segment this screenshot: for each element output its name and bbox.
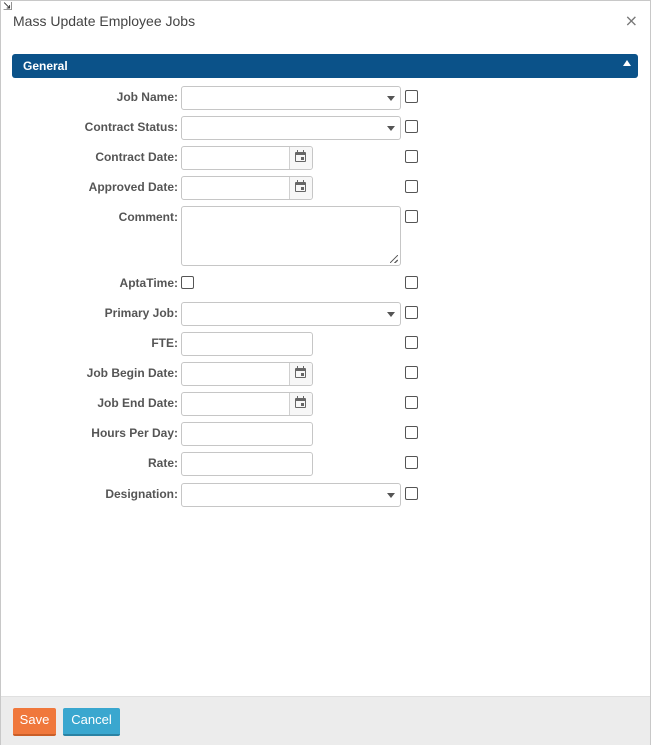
- designation-dropdown[interactable]: [181, 483, 401, 507]
- field-row-approved-date: [1, 176, 650, 200]
- calendar-button[interactable]: [289, 177, 312, 199]
- approved-date-picker[interactable]: [181, 176, 313, 200]
- comment-label: Comment:: [118, 210, 178, 224]
- primary-job-apply-checkbox[interactable]: [405, 306, 418, 319]
- approved-date-apply-checkbox[interactable]: [405, 180, 418, 193]
- dropdown-arrow-icon[interactable]: [387, 96, 395, 101]
- dialog-titlebar: [1, 1, 650, 41]
- hours-per-day-input[interactable]: [181, 422, 313, 446]
- approved-date-label: Approved Date:: [88, 180, 178, 194]
- rate-apply-checkbox[interactable]: [405, 456, 418, 469]
- job-name-apply-checkbox[interactable]: [405, 90, 418, 103]
- calendar-button[interactable]: [289, 363, 312, 385]
- hours-per-day-apply-checkbox[interactable]: [405, 426, 418, 439]
- primary-job-label: Primary Job:: [104, 306, 178, 320]
- calendar-button[interactable]: [289, 147, 312, 169]
- textarea-resize-icon[interactable]: [390, 255, 398, 263]
- job-begin-date-picker[interactable]: [181, 362, 313, 386]
- comment-textarea[interactable]: [181, 206, 401, 266]
- contract-date-apply-checkbox[interactable]: [405, 150, 418, 163]
- designation-apply-checkbox[interactable]: [405, 487, 418, 500]
- job-begin-date-apply-checkbox[interactable]: [405, 366, 418, 379]
- dialog-footer: [1, 696, 650, 745]
- dropdown-arrow-icon[interactable]: [387, 493, 395, 498]
- contract-status-apply-checkbox[interactable]: [405, 120, 418, 133]
- job-name-label: Job Name:: [116, 90, 178, 104]
- field-row-job-name: [1, 86, 650, 110]
- aptatime-checkbox[interactable]: [181, 276, 194, 289]
- collapse-up-icon[interactable]: [623, 60, 631, 66]
- calendar-icon: [295, 182, 306, 192]
- calendar-icon: [295, 368, 306, 378]
- job-begin-date-label: Job Begin Date:: [86, 366, 178, 380]
- aptatime-apply-checkbox[interactable]: [405, 276, 418, 289]
- field-row-fte: [1, 332, 650, 356]
- rate-input[interactable]: [181, 452, 313, 476]
- section-title: General: [23, 59, 68, 73]
- dialog-title: Mass Update Employee Jobs: [13, 13, 196, 29]
- dropdown-arrow-icon[interactable]: [387, 312, 395, 317]
- save-button[interactable]: Save: [13, 708, 56, 736]
- close-icon[interactable]: ×: [624, 11, 638, 30]
- field-row-contract-date: [1, 146, 650, 170]
- job-name-dropdown[interactable]: [181, 86, 401, 110]
- cancel-button[interactable]: Cancel: [63, 708, 120, 736]
- contract-date-label: Contract Date:: [95, 150, 178, 164]
- job-end-date-label: Job End Date:: [97, 396, 178, 410]
- fte-apply-checkbox[interactable]: [405, 336, 418, 349]
- comment-apply-checkbox[interactable]: [405, 210, 418, 223]
- field-row-rate: [1, 452, 650, 476]
- resize-arrow-icon[interactable]: ⇲: [3, 0, 13, 13]
- field-row-contract-status: [1, 116, 650, 140]
- job-end-date-picker[interactable]: [181, 392, 313, 416]
- calendar-button[interactable]: [289, 393, 312, 415]
- field-row-primary-job: [1, 302, 650, 326]
- field-row-comment: [1, 206, 650, 266]
- primary-job-dropdown[interactable]: [181, 302, 401, 326]
- field-row-designation: [1, 483, 650, 507]
- contract-status-dropdown[interactable]: [181, 116, 401, 140]
- calendar-icon: [295, 152, 306, 162]
- contract-date-picker[interactable]: [181, 146, 313, 170]
- fte-input[interactable]: [181, 332, 313, 356]
- contract-status-label: Contract Status:: [84, 120, 178, 134]
- designation-label: Designation:: [105, 487, 178, 501]
- aptatime-label: AptaTime:: [119, 276, 178, 290]
- calendar-icon: [295, 398, 306, 408]
- job-end-date-apply-checkbox[interactable]: [405, 396, 418, 409]
- field-row-aptatime: [1, 272, 650, 296]
- fte-label: FTE:: [151, 336, 178, 350]
- dropdown-arrow-icon[interactable]: [387, 126, 395, 131]
- rate-label: Rate:: [147, 456, 178, 470]
- section-header-general[interactable]: [12, 54, 638, 78]
- field-row-job-end-date: [1, 392, 650, 416]
- field-row-job-begin-date: [1, 362, 650, 386]
- hours-per-day-label: Hours Per Day:: [91, 426, 178, 440]
- field-row-hours-per-day: [1, 422, 650, 446]
